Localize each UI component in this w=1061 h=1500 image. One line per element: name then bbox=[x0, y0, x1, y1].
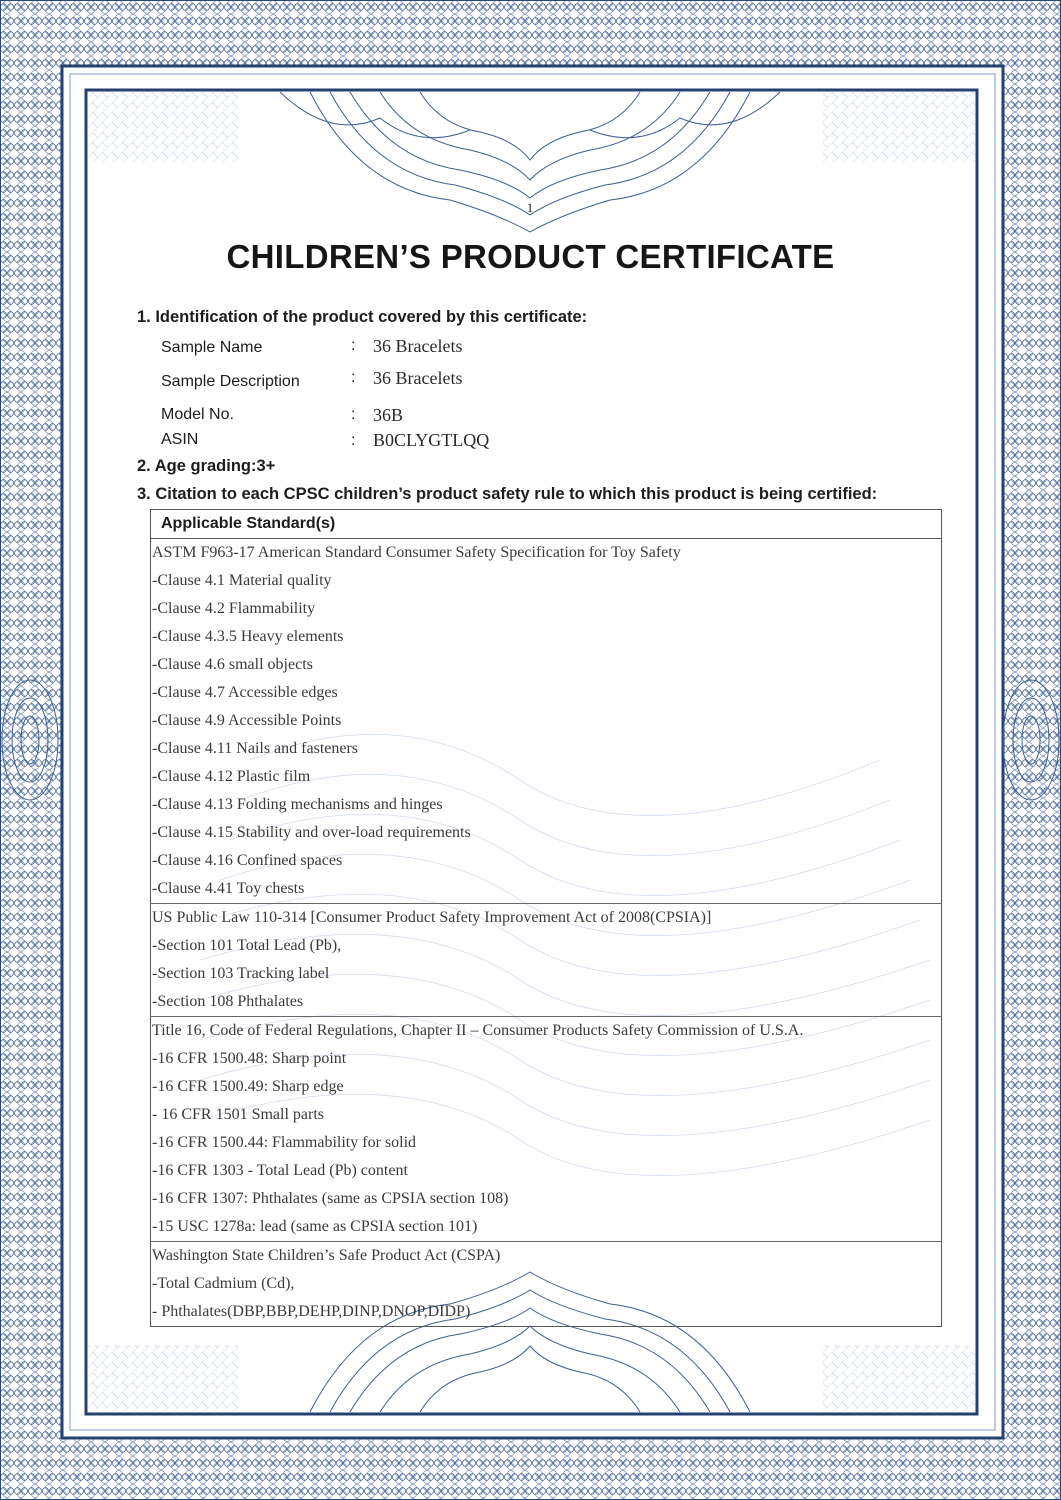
sample-description-label: Sample Description bbox=[161, 373, 300, 390]
list-item: -Clause 4.11 Nails and fasteners bbox=[152, 740, 359, 757]
asin-label: ASIN bbox=[161, 431, 199, 448]
list-item: -16 CFR 1500.48: Sharp point bbox=[152, 1050, 347, 1067]
list-item: -Clause 4.1 Material quality bbox=[152, 572, 332, 589]
model-no-label: Model No. bbox=[161, 406, 234, 423]
section-3-heading: 3. Citation to each CPSC children’s product safety rule to which this product is being certified: bbox=[137, 485, 878, 503]
list-item: -Clause 4.16 Confined spaces bbox=[152, 852, 343, 869]
list-item: -Clause 4.12 Plastic film bbox=[152, 768, 311, 785]
list-item: -16 CFR 1500.44: Flammability for solid bbox=[152, 1134, 417, 1151]
standard-group bbox=[151, 539, 942, 904]
certificate-title: CHILDREN’S PRODUCT CERTIFICATE bbox=[226, 238, 835, 275]
list-item: -Section 108 Phthalates bbox=[152, 993, 304, 1010]
section-2-heading: 2. Age grading:3+ bbox=[137, 457, 276, 475]
model-no-value: 36B bbox=[373, 405, 404, 425]
list-item: -Section 101 Total Lead (Pb), bbox=[152, 937, 342, 954]
list-item: -16 CFR 1500.49: Sharp edge bbox=[152, 1078, 344, 1095]
group-title: Washington State Children’s Safe Product Act (CSPA) bbox=[152, 1247, 501, 1264]
field-colon: : bbox=[351, 337, 356, 354]
standard-group bbox=[151, 904, 942, 1017]
list-item: -Clause 4.2 Flammability bbox=[152, 600, 316, 617]
list-item: -Clause 4.6 small objects bbox=[152, 656, 313, 673]
group-title: ASTM F963-17 American Standard Consumer Safety Specification for Toy Safety bbox=[152, 544, 681, 561]
list-item: - Phthalates(DBP,BBP,DEHP,DINP,DNOP,DIDP) bbox=[152, 1303, 471, 1320]
list-item: -Clause 4.15 Stability and over-load requirements bbox=[152, 824, 471, 841]
list-item: -Clause 4.9 Accessible Points bbox=[152, 712, 342, 729]
list-item: -Section 103 Tracking label bbox=[152, 965, 330, 982]
standard-group bbox=[151, 1242, 942, 1327]
list-item: -Clause 4.3.5 Heavy elements bbox=[152, 628, 344, 645]
list-item: -Total Cadmium (Cd), bbox=[152, 1275, 295, 1292]
list-item: - 16 CFR 1501 Small parts bbox=[152, 1106, 325, 1123]
group-title: US Public Law 110-314 [Consumer Product Safety Improvement Act of 2008(CPSIA)] bbox=[152, 909, 712, 926]
field-colon: : bbox=[351, 432, 356, 449]
list-item: -Clause 4.41 Toy chests bbox=[152, 880, 305, 897]
list-item: -Clause 4.7 Accessible edges bbox=[152, 684, 338, 701]
list-item: -15 USC 1278a: lead (same as CPSIA section 101) bbox=[152, 1218, 478, 1235]
standard-group bbox=[151, 1017, 942, 1242]
list-item: -Clause 4.13 Folding mechanisms and hinges bbox=[152, 796, 443, 813]
sample-description-value: 36 Bracelets bbox=[373, 368, 463, 388]
sample-name-label: Sample Name bbox=[161, 339, 263, 356]
asin-value: B0CLYGTLQQ bbox=[373, 430, 490, 450]
field-colon: : bbox=[351, 406, 356, 423]
sample-name-value: 36 Bracelets bbox=[373, 336, 463, 356]
list-item: -16 CFR 1307: Phthalates (same as CPSIA section 108) bbox=[152, 1190, 509, 1207]
table-header: Applicable Standard(s) bbox=[151, 510, 942, 539]
group-title: Title 16, Code of Federal Regulations, Chapter II – Consumer Products Safety Commission of U.S.A. bbox=[152, 1022, 804, 1039]
section-1-heading: 1. Identification of the product covered by this certificate: bbox=[137, 308, 588, 326]
standards-table bbox=[150, 509, 942, 1327]
page-number: 1 bbox=[526, 200, 534, 215]
field-colon: : bbox=[351, 369, 356, 386]
list-item: -16 CFR 1303 - Total Lead (Pb) content bbox=[152, 1162, 408, 1179]
